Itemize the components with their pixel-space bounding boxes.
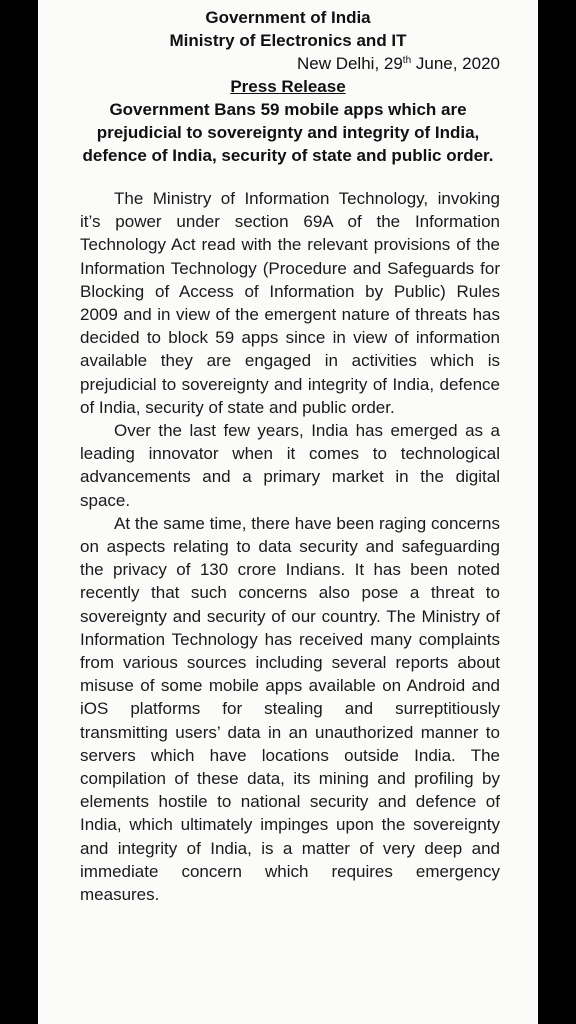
dateline-month-year: June, 2020 bbox=[411, 54, 500, 73]
government-title: Government of India bbox=[205, 8, 371, 27]
press-release-body bbox=[38, 187, 538, 906]
body-paragraph-1: The Ministry of Information Technology, invoking it’s power under section 69A of the Information Technology Act read with the relevant provisions of the Information Technology (Procedure and Safeguards for Blocking of Access of Information by Public) Rules 2009 and in view of the emergent nature of threats has decided to block 59 apps since in view of information available they are engaged in activities which is prejudicial to sovereignty and integrity of India, defence of India, security of state and public order. bbox=[80, 189, 500, 417]
body-paragraph-2: Over the last few years, India has emerged as a leading innovator when it comes to technological advancements and a primary market in the digital space. bbox=[80, 421, 500, 510]
dateline bbox=[38, 52, 538, 75]
body-paragraph-3: At the same time, there have been raging concerns on aspects relating to data security and safeguarding the privacy of 130 crore Indians. It has been noted recently that such concerns also pose a threat to sovereignty and security of our country. The Ministry of Information Technology has received many complaints from various sources including several reports about misuse of some mobile apps available on Android and iOS platforms for stealing and surreptitiously transmitting users’ data in an unauthorized manner to servers which have locations outside India. The compilation of these data, its mining and profiling by elements hostile to national security and defence of India, which ultimately impinges upon the sovereignty and integrity of India, is a matter of very deep and immediate concern which requires emergency measures. bbox=[80, 513, 500, 905]
ministry-title: Ministry of Electronics and IT bbox=[169, 31, 407, 50]
dateline-ordinal: th bbox=[402, 55, 412, 66]
document-page bbox=[38, 0, 538, 1024]
dateline-place: New Delhi, 29 bbox=[296, 54, 403, 73]
press-release-headline: Government Bans 59 mobile apps which are prejudicial to sovereignty and integrity of India, defence of India, security of state and public order. bbox=[82, 100, 494, 165]
press-release-label: Press Release bbox=[230, 77, 346, 96]
